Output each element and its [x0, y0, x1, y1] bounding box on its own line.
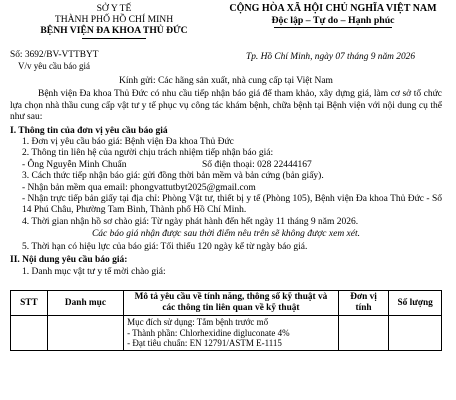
issuer-underline [82, 38, 146, 39]
motto-underline [274, 27, 392, 28]
cell-quantity [389, 316, 442, 351]
email-line: - Nhận bản mềm qua email: phongvattutbyt2025@gmail.com [22, 182, 256, 193]
issuer-header [14, 3, 214, 39]
header-category: Danh mục [47, 291, 123, 316]
paper-address-line: - Nhận trực tiếp bản giấy tại địa chỉ: Phòng Vật tư, thiết bị y tế (Phòng 105), Bệnh viện Đa khoa Thủ Đức - Số 14 Phú Châu, Phường Tam Bình, Thành phố Hồ Chí Minh. [22, 194, 442, 216]
section-1-item-3: 3. Cách thức tiếp nhận báo giá: gửi đồng thời bản mềm và bản cứng (bản giấy). [22, 171, 324, 182]
section-2-item-1: 1. Danh mục vật tư y tế mời chào giá: [22, 266, 166, 277]
header-spec: Mô tả yêu cầu về tính năng, thông số kỹ thuật và các thông tin liên quan về kỹ thuật [124, 291, 339, 316]
section-1-title: I. Thông tin của đơn vị yêu cầu báo giá [10, 125, 168, 136]
cell-category [47, 316, 123, 351]
contact-phone: Số điện thoại: 028 22444167 [202, 159, 312, 170]
header-unit: Đơn vị tính [338, 291, 389, 316]
intro-paragraph: Bệnh viện Đa khoa Thủ Đức có nhu cầu tiếp nhận báo giá để tham khảo, xây dựng giá, làm cơ sở tổ chức lựa chọn nhà thầu cung cấp vật tư y tế phục vụ công tác khám bệnh, chữa bệnh tại Bệnh viện với nội dung cụ thể như sau: [10, 89, 442, 123]
table-header-row [11, 291, 442, 316]
national-motto: Độc lập – Tự do – Hạnh phúc [271, 14, 395, 26]
issuer-city: THÀNH PHỐ HỒ CHÍ MINH [54, 14, 174, 25]
contact-row [10, 160, 442, 171]
supplies-table [10, 290, 442, 351]
national-header [214, 3, 452, 28]
table-row [11, 316, 442, 351]
document-reference [10, 50, 98, 72]
country-name: CỘNG HÒA XÃ HỘI CHỦ NGHĨA VIỆT NAM [229, 3, 437, 14]
header-stt: STT [11, 291, 48, 316]
issuer-department: SỞ Y TẾ [96, 3, 132, 14]
section-1-item-5: 5. Thời hạn có hiệu lực của báo giá: Tối thiểu 120 ngày kể từ ngày báo giá. [22, 241, 308, 252]
section-1-item-2: 2. Thông tin liên hệ của người chịu trách nhiệm tiếp nhận báo giá: [22, 148, 274, 159]
cell-spec [124, 316, 339, 351]
spec-composition: - Thành phần: Chlorhexidine digluconate 4% [127, 327, 290, 338]
section-1-item-1: 1. Đơn vị yêu cầu báo giá: Bệnh viện Đa khoa Thủ Đức [22, 137, 234, 148]
cell-stt [11, 316, 48, 351]
late-submission-note: Các báo giá nhận được sau thời điểm nêu trên sẽ không được xem xét. [91, 229, 361, 240]
spec-standard: - Đạt tiêu chuẩn: EN 12791/ASTM E-1115 [127, 338, 282, 349]
document-body [10, 76, 442, 278]
document-subject: V/v yêu cầu báo giá [18, 61, 90, 71]
recipient-line: Kính gửi: Các hãng sản xuất, nhà cung cấp tại Việt Nam [119, 76, 333, 86]
document-date: Tp. Hồ Chí Minh, ngày 07 tháng 9 năm 2026 [246, 52, 416, 62]
document-number: Số: 3692/BV-VTTBYT [10, 50, 99, 60]
contact-name: - Ông Nguyễn Minh Chuẩn [22, 159, 127, 170]
issuer-hospital: BỆNH VIỆN ĐA KHOA THỦ ĐỨC [40, 25, 188, 36]
cell-unit [338, 316, 389, 351]
section-2-title: II. Nội dung yêu cầu báo giá: [10, 255, 128, 266]
section-1-item-4: 4. Thời gian nhận hồ sơ chào giá: Từ ngày phát hành đến hết ngày 11 tháng 9 năm 2026. [22, 216, 359, 227]
header-quantity: Số lượng [389, 291, 442, 316]
spec-purpose: Mục đích sử dụng: Tắm bệnh trước mổ [127, 317, 269, 327]
